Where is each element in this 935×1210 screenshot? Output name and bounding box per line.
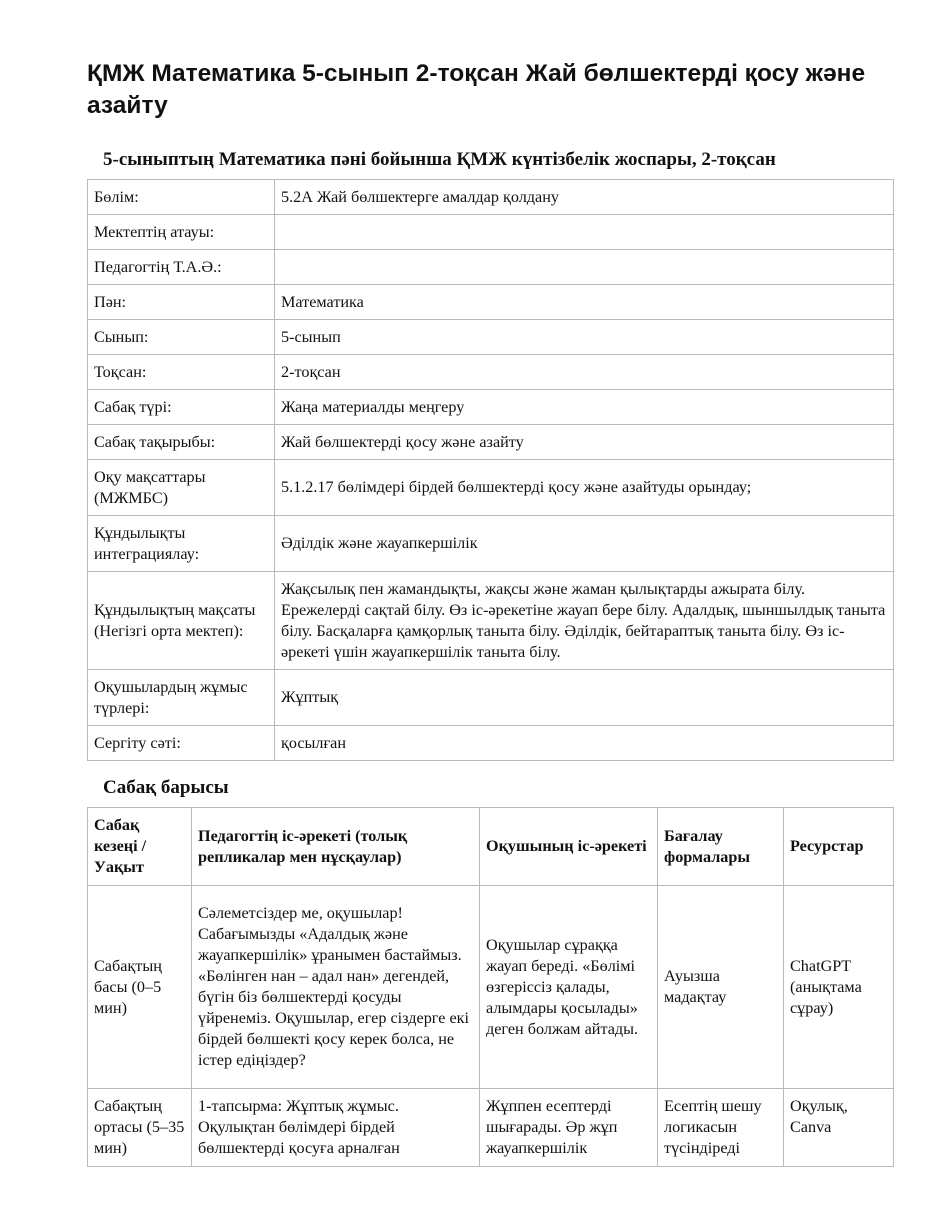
info-value: Жаңа материалды меңгеру [275, 390, 894, 425]
info-row-value-goal [88, 572, 894, 670]
info-value: Жұптық [275, 670, 894, 726]
info-row-break [88, 726, 894, 761]
info-label: Оқу мақсаттары (МЖМБС) [88, 460, 275, 516]
lesson-progress-heading: Сабақ барысы [103, 777, 229, 798]
info-label: Сергіту сәті: [88, 726, 275, 761]
info-value: Жай бөлшектерді қосу және азайту [275, 425, 894, 460]
info-label: Сынып: [88, 320, 275, 355]
teacher-activity-cell: Сәлеметсіздер ме, оқушылар! Сабағымызды «Адалдық және жауапкершілік» ұранымен бастаймыз. «Бөлінген нан – адал нан» дегендей, бүгін біз бөлшектерді қосуды үйренеміз. Оқушылар, егер сіздерге екі бірдей бөлшекті қосу керек болса, не істер едіңіздер? [192, 886, 480, 1089]
info-label: Пән: [88, 285, 275, 320]
lesson-row-middle [88, 1089, 894, 1167]
info-row-subject [88, 285, 894, 320]
info-value: 2-тоқсан [275, 355, 894, 390]
teacher-activity-cell: 1-тапсырма: Жұптық жұмыс. Оқулықтан бөлімдері бірдей бөлшектерді қосуға арналған [192, 1089, 480, 1167]
info-row-grade [88, 320, 894, 355]
info-value: 5-сынып [275, 320, 894, 355]
info-row-lesson-topic [88, 425, 894, 460]
info-label: Сабақ тақырыбы: [88, 425, 275, 460]
info-row-section [88, 180, 894, 215]
resources-cell: ChatGPT (анықтама сұрау) [784, 886, 894, 1089]
info-row-quarter [88, 355, 894, 390]
lesson-row-start [88, 886, 894, 1089]
stage-cell: Сабақтың басы (0–5 мин) [88, 886, 192, 1089]
info-label: Құндылықты интеграциялау: [88, 516, 275, 572]
assessment-cell: Есептің шешу логикасын түсіндіреді [658, 1089, 784, 1167]
info-value: қосылған [275, 726, 894, 761]
info-label: Құндылықтың мақсаты (Негізгі орта мектеп): [88, 572, 275, 670]
assessment-cell: Ауызша мадақтау [658, 886, 784, 1089]
info-label: Тоқсан: [88, 355, 275, 390]
info-value: Жақсылық пен жамандықты, жақсы және жаман қылықтарды ажырата білу. Ережелерді сақтай білу. Өз іс-әрекетіне жауап бере білу. Адалдық, шыншылдық таныта білу. Басқаларға қамқорлық таныта білу. Әділдік, бейтараптық таныта білу. Өз іс-әрекеті үшін жауапкершілік таныта білу. [275, 572, 894, 670]
info-row-learning-objectives [88, 460, 894, 516]
info-value [275, 215, 894, 250]
plan-heading: 5-сыныптың Математика пәні бойынша ҚМЖ күнтізбелік жоспары, 2-тоқсан [103, 149, 776, 170]
resources-cell: Оқулық, Canva [784, 1089, 894, 1167]
info-value: 5.1.2.17 бөлімдері бірдей бөлшектерді қосу және азайтуды орындау; [275, 460, 894, 516]
stage-cell: Сабақтың ортасы (5–35 мин) [88, 1089, 192, 1167]
column-header-stage: Сабақ кезеңі / Уақыт [88, 808, 192, 886]
lesson-plan-table [87, 807, 894, 1167]
info-label: Сабақ түрі: [88, 390, 275, 425]
info-row-value-integration [88, 516, 894, 572]
lesson-info-table [87, 179, 894, 761]
info-value: 5.2А Жай бөлшектерге амалдар қолдану [275, 180, 894, 215]
student-activity-cell: Жұппен есептерді шығарады. Әр жұп жауапкершілік [480, 1089, 658, 1167]
info-row-teacher [88, 250, 894, 285]
info-label: Бөлім: [88, 180, 275, 215]
column-header-teacher-activity: Педагогтің іс-әрекеті (толық репликалар мен нұсқаулар) [192, 808, 480, 886]
column-header-student-activity: Оқушының іс-әрекеті [480, 808, 658, 886]
student-activity-cell: Оқушылар сұраққа жауап береді. «Бөлімі өзгеріссіз қалады, алымдары қосылады» деген болжам айтады. [480, 886, 658, 1089]
info-value: Әділдік және жауапкершілік [275, 516, 894, 572]
column-header-resources: Ресурстар [784, 808, 894, 886]
info-row-school [88, 215, 894, 250]
column-header-assessment: Бағалау формалары [658, 808, 784, 886]
info-label: Педагогтің Т.А.Ә.: [88, 250, 275, 285]
info-label: Оқушылардың жұмыс түрлері: [88, 670, 275, 726]
info-value: Математика [275, 285, 894, 320]
info-label: Мектептің атауы: [88, 215, 275, 250]
page-title: ҚМЖ Математика 5-сынып 2-тоқсан Жай бөлшектерді қосу және азайту [87, 60, 866, 119]
info-row-work-types [88, 670, 894, 726]
lesson-header-row [88, 808, 894, 886]
info-row-lesson-type [88, 390, 894, 425]
info-value [275, 250, 894, 285]
